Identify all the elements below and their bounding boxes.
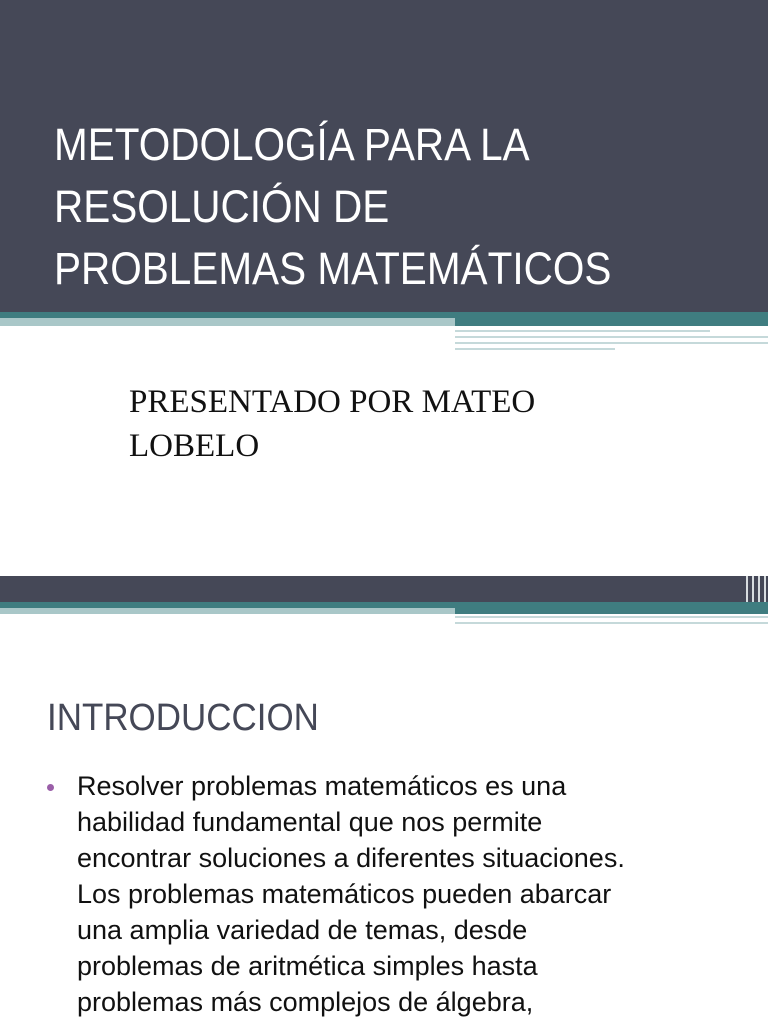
- bullet-list: [47, 768, 747, 1020]
- slide2-stripe-line: [455, 622, 768, 624]
- title-stripe-line: [455, 336, 768, 338]
- bullet-text-line: problemas más complejos de álgebra,: [77, 987, 534, 1017]
- subtitle-line: LOBELO: [129, 428, 260, 464]
- band-tick: [758, 576, 760, 602]
- slide-title-line: RESOLUCIÓN DE: [54, 181, 390, 232]
- bullet-text-line: una amplia variedad de temas, desde: [77, 915, 528, 945]
- slide-title-line: METODOLOGÍA PARA LA: [54, 119, 530, 170]
- bullet-text-line: encontrar soluciones a diferentes situaciones.: [77, 843, 625, 873]
- slide-title: [54, 114, 684, 300]
- slide2-stripe-line: [455, 616, 768, 618]
- title-stripe-line: [455, 348, 615, 350]
- bullet-text-line: habilidad fundamental que nos permite: [77, 807, 543, 837]
- band-tick: [752, 576, 754, 602]
- slide2-stripe-accent: [0, 608, 455, 614]
- subtitle-line: PRESENTADO POR MATEO: [129, 384, 536, 420]
- band-tick: [746, 576, 748, 602]
- section-heading: INTRODUCCION: [47, 697, 319, 739]
- title-stripe-line: [455, 342, 768, 344]
- slide-title-line: PROBLEMAS MATEMÁTICOS: [54, 243, 612, 294]
- bullet-text-line: Los problemas matemáticos pueden abarcar: [77, 879, 612, 909]
- bullet-icon: [47, 784, 54, 791]
- bullet-text-line: Resolver problemas matemáticos es una: [77, 771, 567, 801]
- bullet-text-line: problemas de aritmética simples hasta: [77, 951, 538, 981]
- band-tick: [764, 576, 766, 602]
- list-item: [47, 768, 747, 1020]
- title-stripe-accent: [0, 318, 455, 326]
- slide2-band: [0, 576, 768, 602]
- title-stripe-line: [455, 330, 710, 332]
- slide2-band-ticks: [744, 576, 766, 602]
- presenter-subtitle: [129, 380, 689, 468]
